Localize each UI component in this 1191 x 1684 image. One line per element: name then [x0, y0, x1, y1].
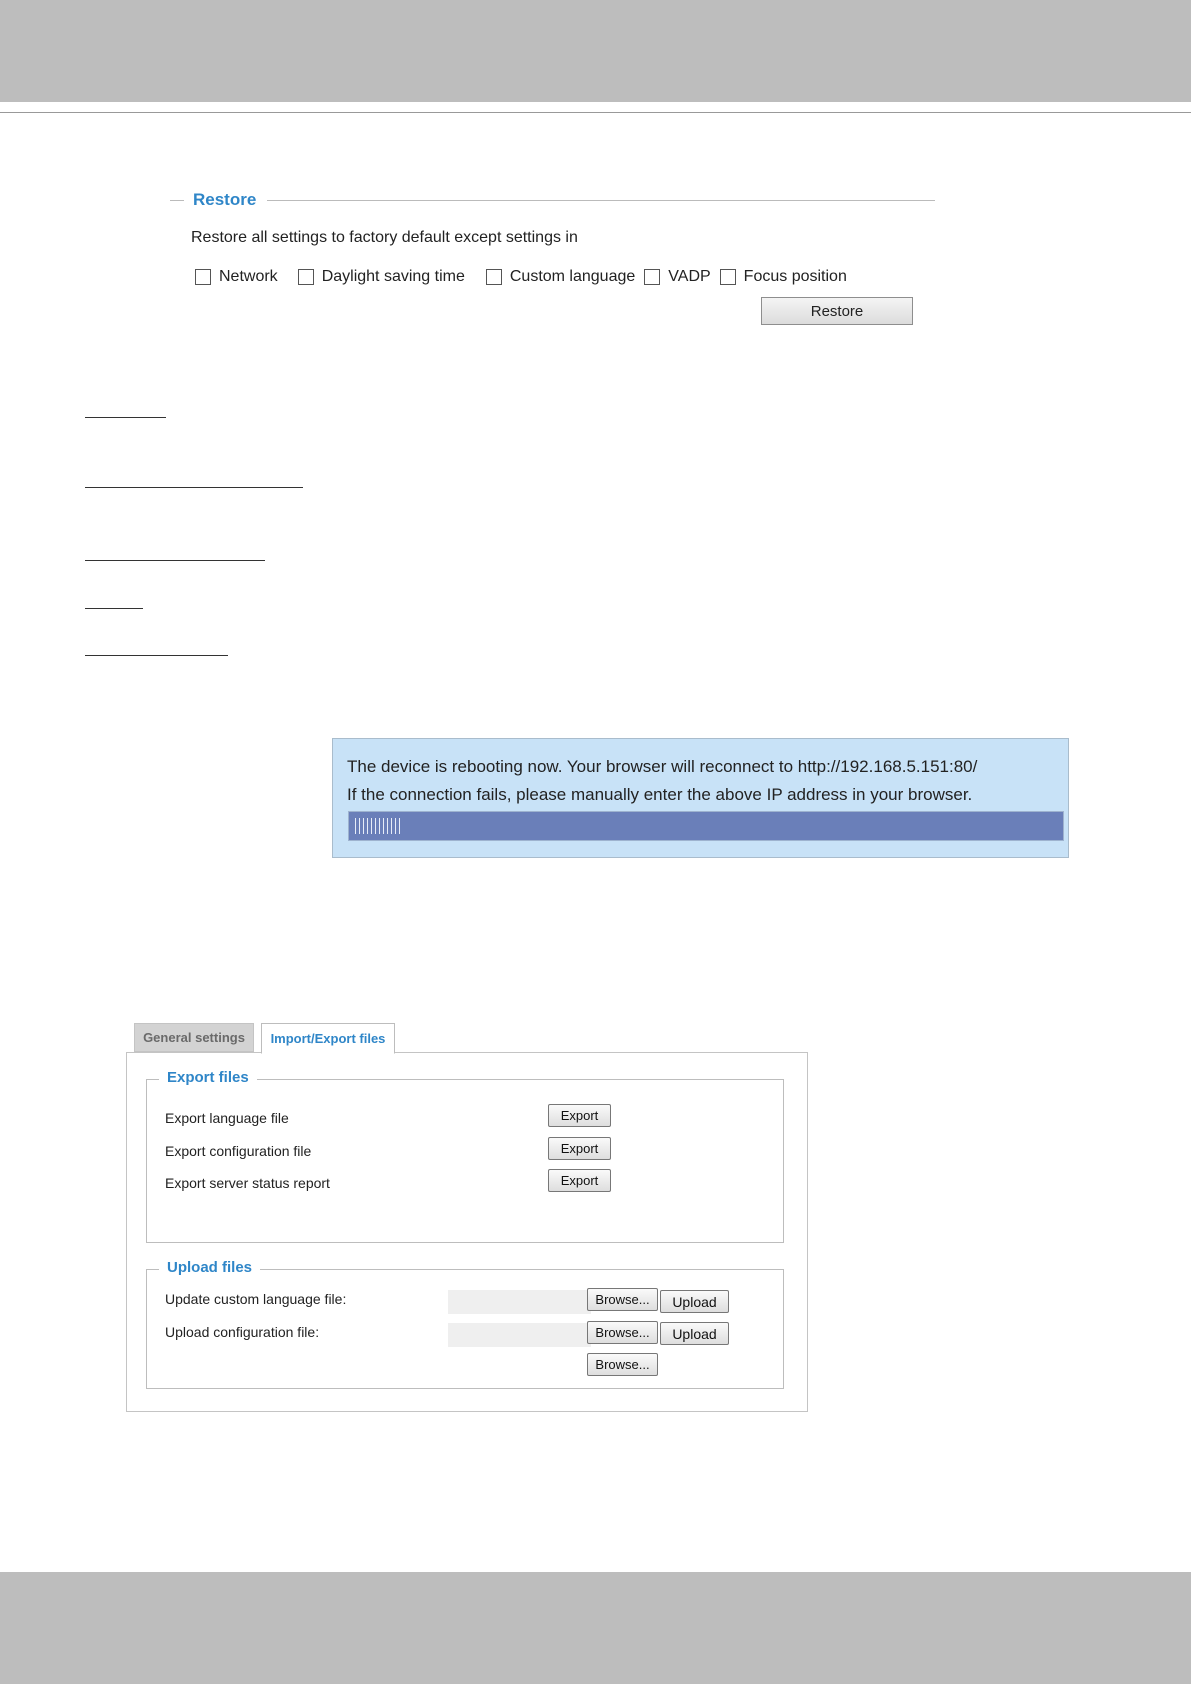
browse-language-button[interactable]: Browse...: [587, 1288, 658, 1311]
blank-rule: [85, 560, 265, 561]
reboot-message-line: The device is rebooting now. Your browser will reconnect to http://192.168.5.151:80/: [347, 757, 978, 776]
option-focus-position[interactable]: [720, 268, 847, 286]
option-network[interactable]: [195, 268, 278, 286]
header-band: [0, 0, 1191, 102]
reboot-message-box: [332, 738, 1069, 858]
option-label: Network: [219, 268, 278, 285]
export-files-fieldset: [146, 1069, 784, 1243]
footer-band: [0, 1572, 1191, 1684]
option-label: VADP: [668, 268, 711, 285]
vadp-checkbox[interactable]: [644, 269, 660, 285]
option-daylight-saving[interactable]: [298, 268, 465, 286]
header-divider: [0, 112, 1191, 113]
option-label: Daylight saving time: [321, 268, 465, 285]
export-files-legend: Export files: [159, 1069, 257, 1086]
blank-rule: [85, 608, 143, 609]
restore-options: [195, 268, 847, 286]
custom-language-file-label: Update custom language file:: [165, 1291, 347, 1307]
daylight-saving-checkbox[interactable]: [298, 269, 314, 285]
upload-configuration-button[interactable]: Upload: [660, 1322, 729, 1345]
restore-legend: Restore: [193, 190, 257, 209]
restore-fieldset: [170, 186, 935, 336]
export-configuration-button[interactable]: Export: [548, 1137, 611, 1160]
restore-description: Restore all settings to factory default except settings in: [191, 229, 578, 246]
upload-language-button[interactable]: Upload: [660, 1290, 729, 1313]
reboot-message-line: If the connection fails, please manually enter the above IP address in your browser.: [347, 785, 973, 804]
configuration-file-input[interactable]: [448, 1323, 591, 1347]
option-vadp[interactable]: [644, 268, 710, 286]
option-label: Custom language: [509, 268, 636, 285]
restore-button[interactable]: Restore: [761, 297, 913, 325]
focus-position-checkbox[interactable]: [720, 269, 736, 285]
blank-rule: [85, 487, 303, 488]
blank-rule: [85, 655, 228, 656]
configuration-file-label: Upload configuration file:: [165, 1324, 320, 1340]
export-language-button[interactable]: Export: [548, 1104, 611, 1127]
export-status-report-label: Export server status report: [165, 1175, 330, 1191]
fieldset-border: [170, 200, 184, 201]
blank-rule: [85, 417, 166, 418]
tab-import-export-files[interactable]: Import/Export files: [261, 1023, 395, 1054]
option-label: Focus position: [743, 268, 847, 285]
tab-general-settings[interactable]: General settings: [134, 1023, 254, 1052]
network-checkbox[interactable]: [195, 269, 211, 285]
export-configuration-label: Export configuration file: [165, 1143, 312, 1159]
fieldset-border: [267, 200, 935, 201]
export-language-label: Export language file: [165, 1110, 289, 1126]
browse-extra-button[interactable]: Browse...: [587, 1353, 658, 1376]
custom-language-checkbox[interactable]: [486, 269, 502, 285]
reboot-progress-bar: [348, 811, 1064, 841]
export-status-report-button[interactable]: Export: [548, 1169, 611, 1192]
upload-files-legend: Upload files: [159, 1259, 260, 1276]
custom-language-file-input[interactable]: [448, 1290, 591, 1314]
browse-configuration-button[interactable]: Browse...: [587, 1321, 658, 1344]
progress-fill: [355, 818, 403, 834]
option-custom-language[interactable]: [486, 268, 635, 286]
